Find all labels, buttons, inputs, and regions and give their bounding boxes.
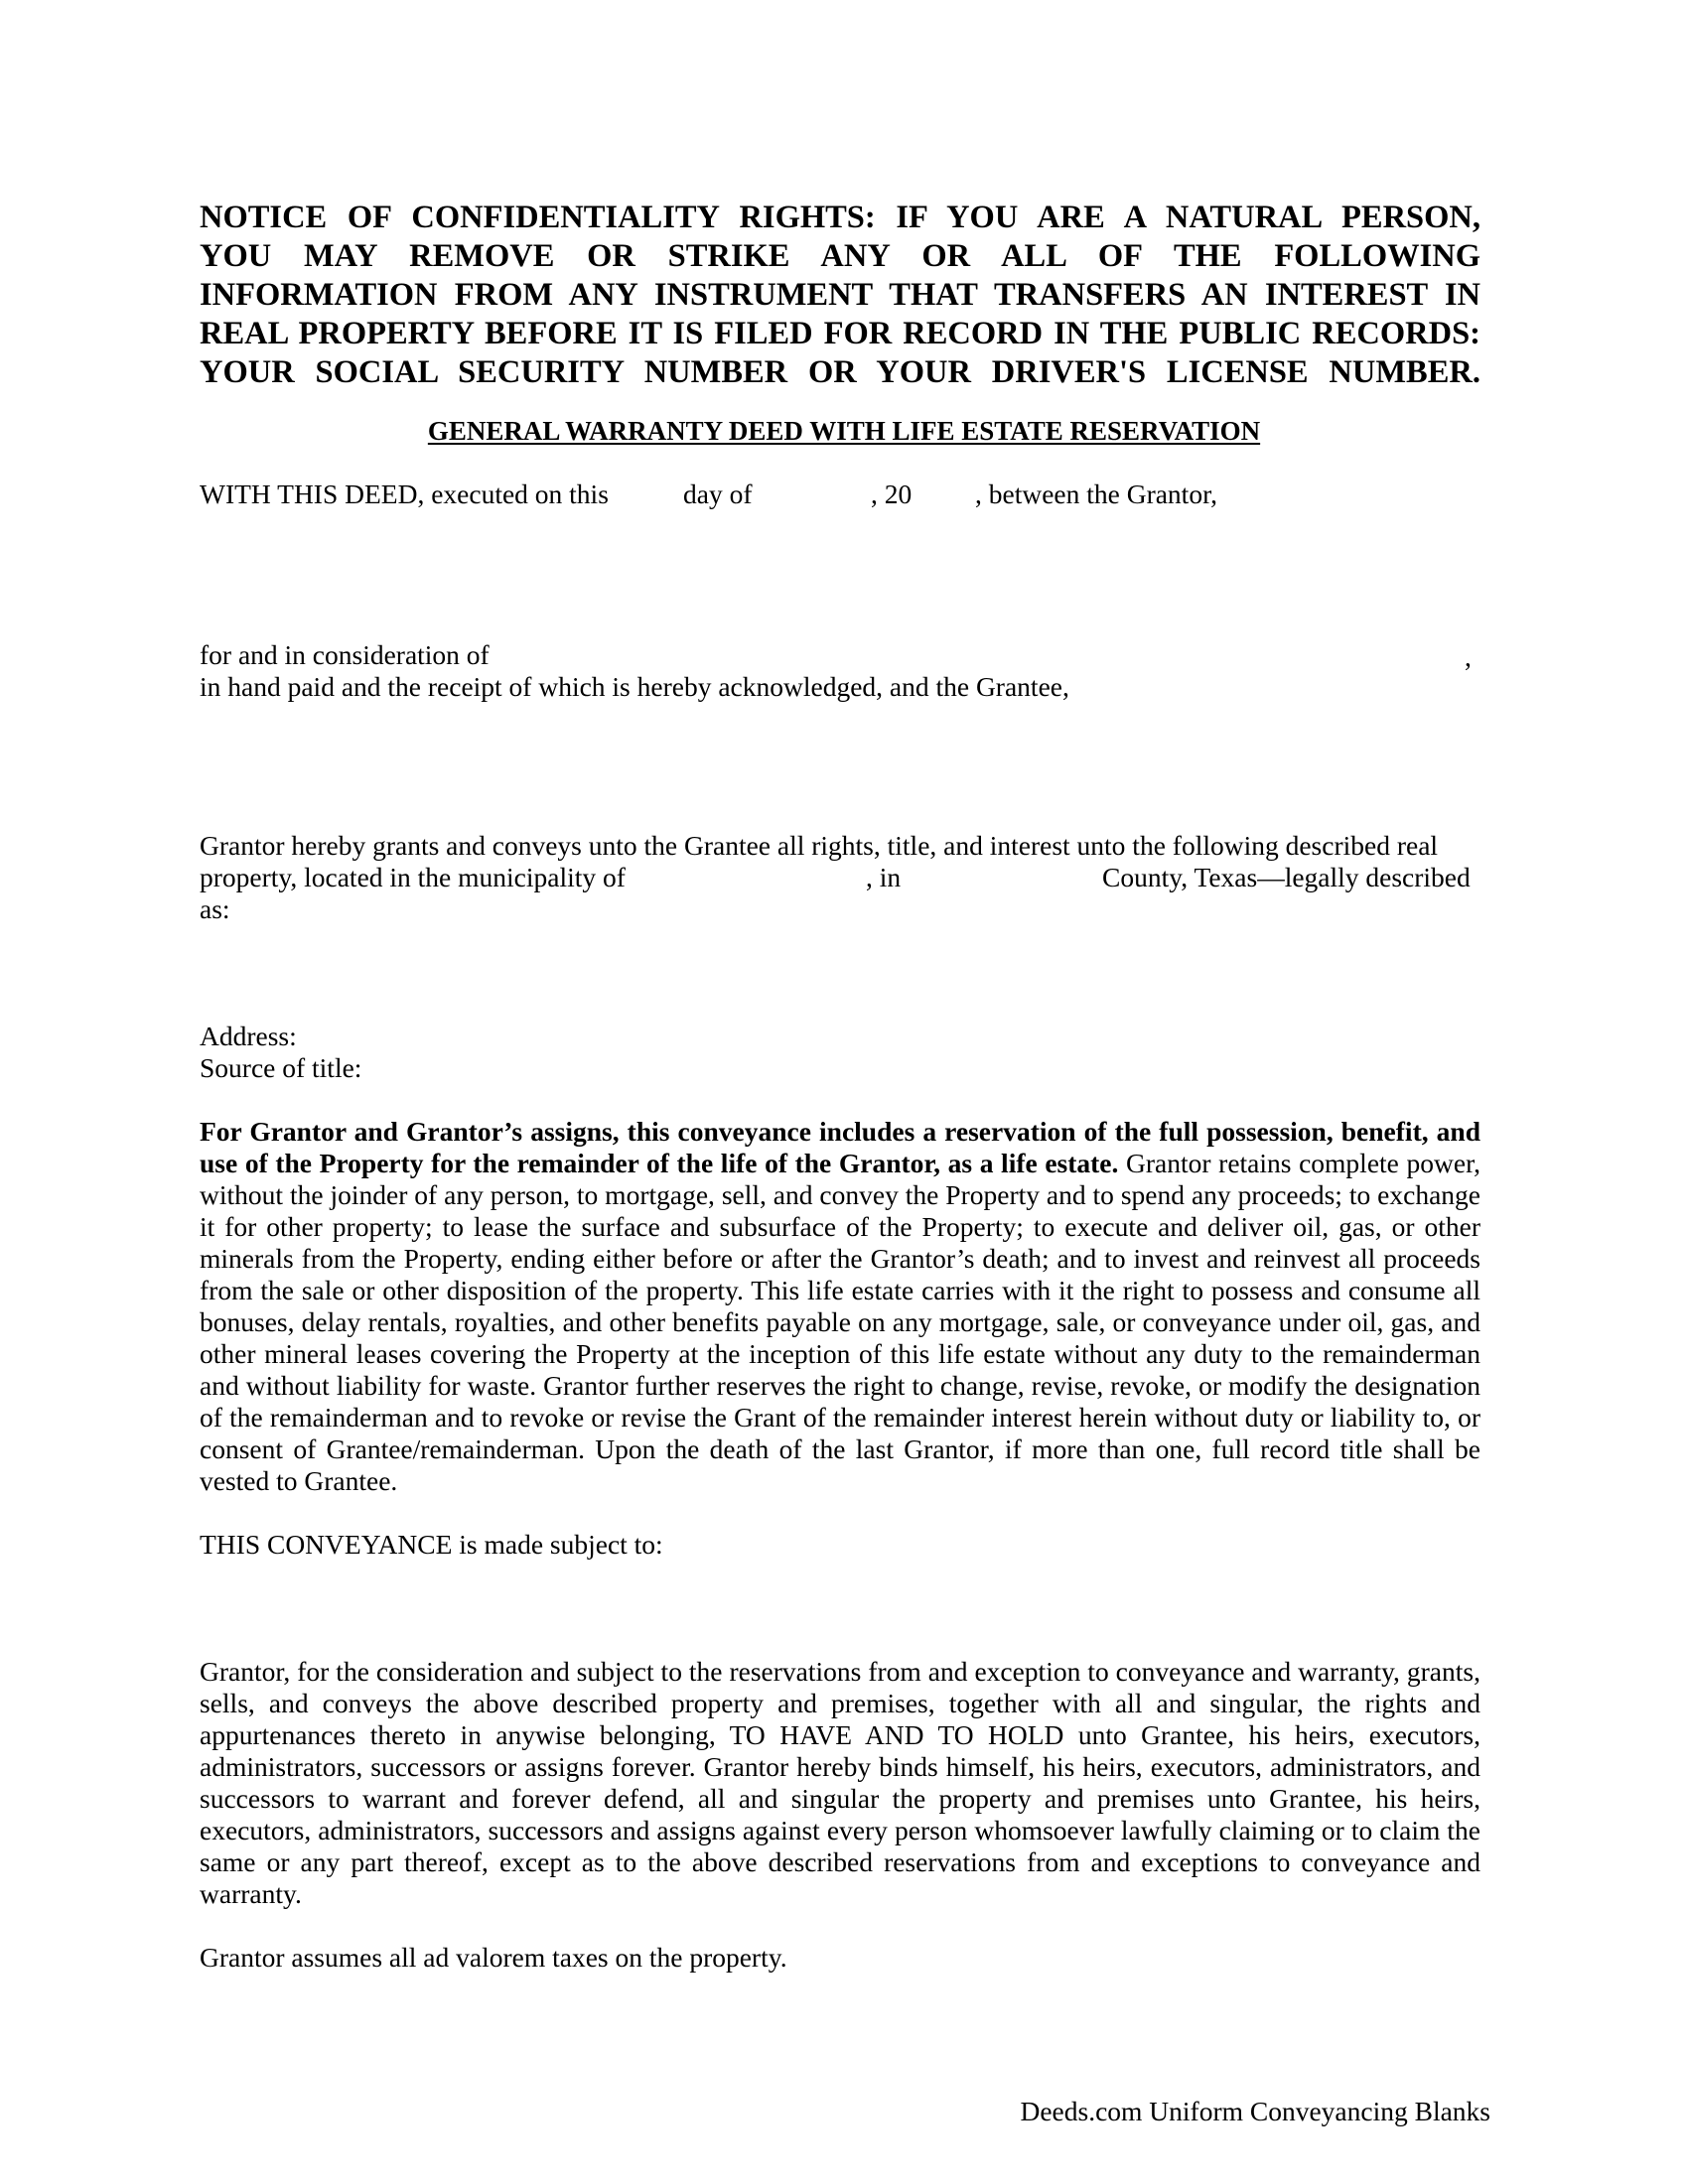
- life-estate-paragraph: [200, 1116, 1480, 1497]
- notice-line: REAL PROPERTY BEFORE IT IS FILED FOR RECORD IN THE PUBLIC RECORDS:: [200, 316, 1480, 351]
- notice-line: NOTICE OF CONFIDENTIALITY RIGHTS: IF YOU ARE A NATURAL PERSON,: [200, 200, 1480, 235]
- address-label: Address:: [200, 1021, 297, 1051]
- deed-intro: WITH THIS DEED, executed on this: [200, 478, 609, 509]
- consideration-label: for and in consideration of: [200, 639, 490, 670]
- warranty-paragraph: Grantor, for the consideration and subject to the reservations from and exception to conveyance and warranty, grants, sells, and conveys the above described property and premises, together with all and singular, the rights and appurtenances thereto in anywise belonging, TO HAVE AND TO HOLD unto Grantee, his heirs, executors, administrators, successors or assigns forever. Grantor hereby binds himself, his heirs, executors, administrators, and successors to warrant and forever defend, all and singular the property and premises unto Grantee, his heirs, executors, administrators, successors and assigns against every person whomsoever lawfully claiming or to claim the same or any part thereof, except as to the above described reservations from and exceptions to conveyance and warranty.: [200, 1656, 1480, 1909]
- notice-line: INFORMATION FROM ANY INSTRUMENT THAT TRANSFERS AN INTEREST IN: [200, 277, 1480, 313]
- grant-line-1: Grantor hereby grants and conveys unto the Grantee all rights, title, and interest unto the following described real: [200, 830, 1439, 861]
- consideration-comma: ,: [1465, 641, 1472, 672]
- county-in-label: , in: [866, 862, 902, 892]
- municipality-label: property, located in the municipality of: [200, 862, 626, 892]
- deed-title: GENERAL WARRANTY DEED WITH LIFE ESTATE RESERVATION: [427, 416, 1261, 446]
- notice-line: YOUR SOCIAL SECURITY NUMBER OR YOUR DRIVER'S LICENSE NUMBER.: [200, 354, 1480, 390]
- confidentiality-notice: [200, 199, 1480, 392]
- as-label: as:: [200, 893, 230, 924]
- subject-to-label: THIS CONVEYANCE is made subject to:: [200, 1529, 663, 1560]
- source-of-title-label: Source of title:: [200, 1052, 362, 1083]
- day-of-label: day of: [683, 478, 753, 509]
- life-estate-bold: For Grantor and Grantor’s assigns, this conveyance includes a reservation of the full possession, benefit, and use of the Property for the remainder of the life of the Grantor, as a life estate.: [200, 1116, 1480, 1178]
- year-label: , 20: [871, 478, 913, 509]
- receipt-line: in hand paid and the receipt of which is hereby acknowledged, and the Grantee,: [200, 671, 1069, 702]
- taxes-line: Grantor assumes all ad valorem taxes on the property.: [200, 1942, 787, 1973]
- life-estate-text: Grantor retains complete power, without the joinder of any person, to mortgage, sell, and convey the Property and to spend any proceeds; to exchange it for other property; to lease the surface and subsurface of the Property; to execute and deliver oil, gas, or other minerals from the Property, ending either before or after the Grantor’s death; and to invest and reinvest all proceeds from the sale or other disposition of the property. This life estate carries with it the right to possess and consume all bonuses, delay rentals, royalties, and other benefits payable on any mortgage, sale, or conveyance under oil, gas, and other mineral leases covering the Property at the inception of this life estate without any duty to the remainderman and without liability for waste. Grantor further reserves the right to change, revise, revoke, or modify the designation of the remainderman and to revoke or revise the Grant of the remainder interest herein without duty or liability to, or consent of Grantee/remainderman. Upon the death of the last Grantor, if more than one, full record title shall be vested to Grantee.: [200, 1148, 1480, 1496]
- footer-brand: Deeds.com Uniform Conveyancing Blanks: [1020, 2096, 1490, 2126]
- notice-line: YOU MAY REMOVE OR STRIKE ANY OR ALL OF THE FOLLOWING: [200, 238, 1480, 274]
- between-grantor-label: , between the Grantor,: [975, 478, 1218, 509]
- county-texas-label: County, Texas—legally described: [1102, 862, 1471, 892]
